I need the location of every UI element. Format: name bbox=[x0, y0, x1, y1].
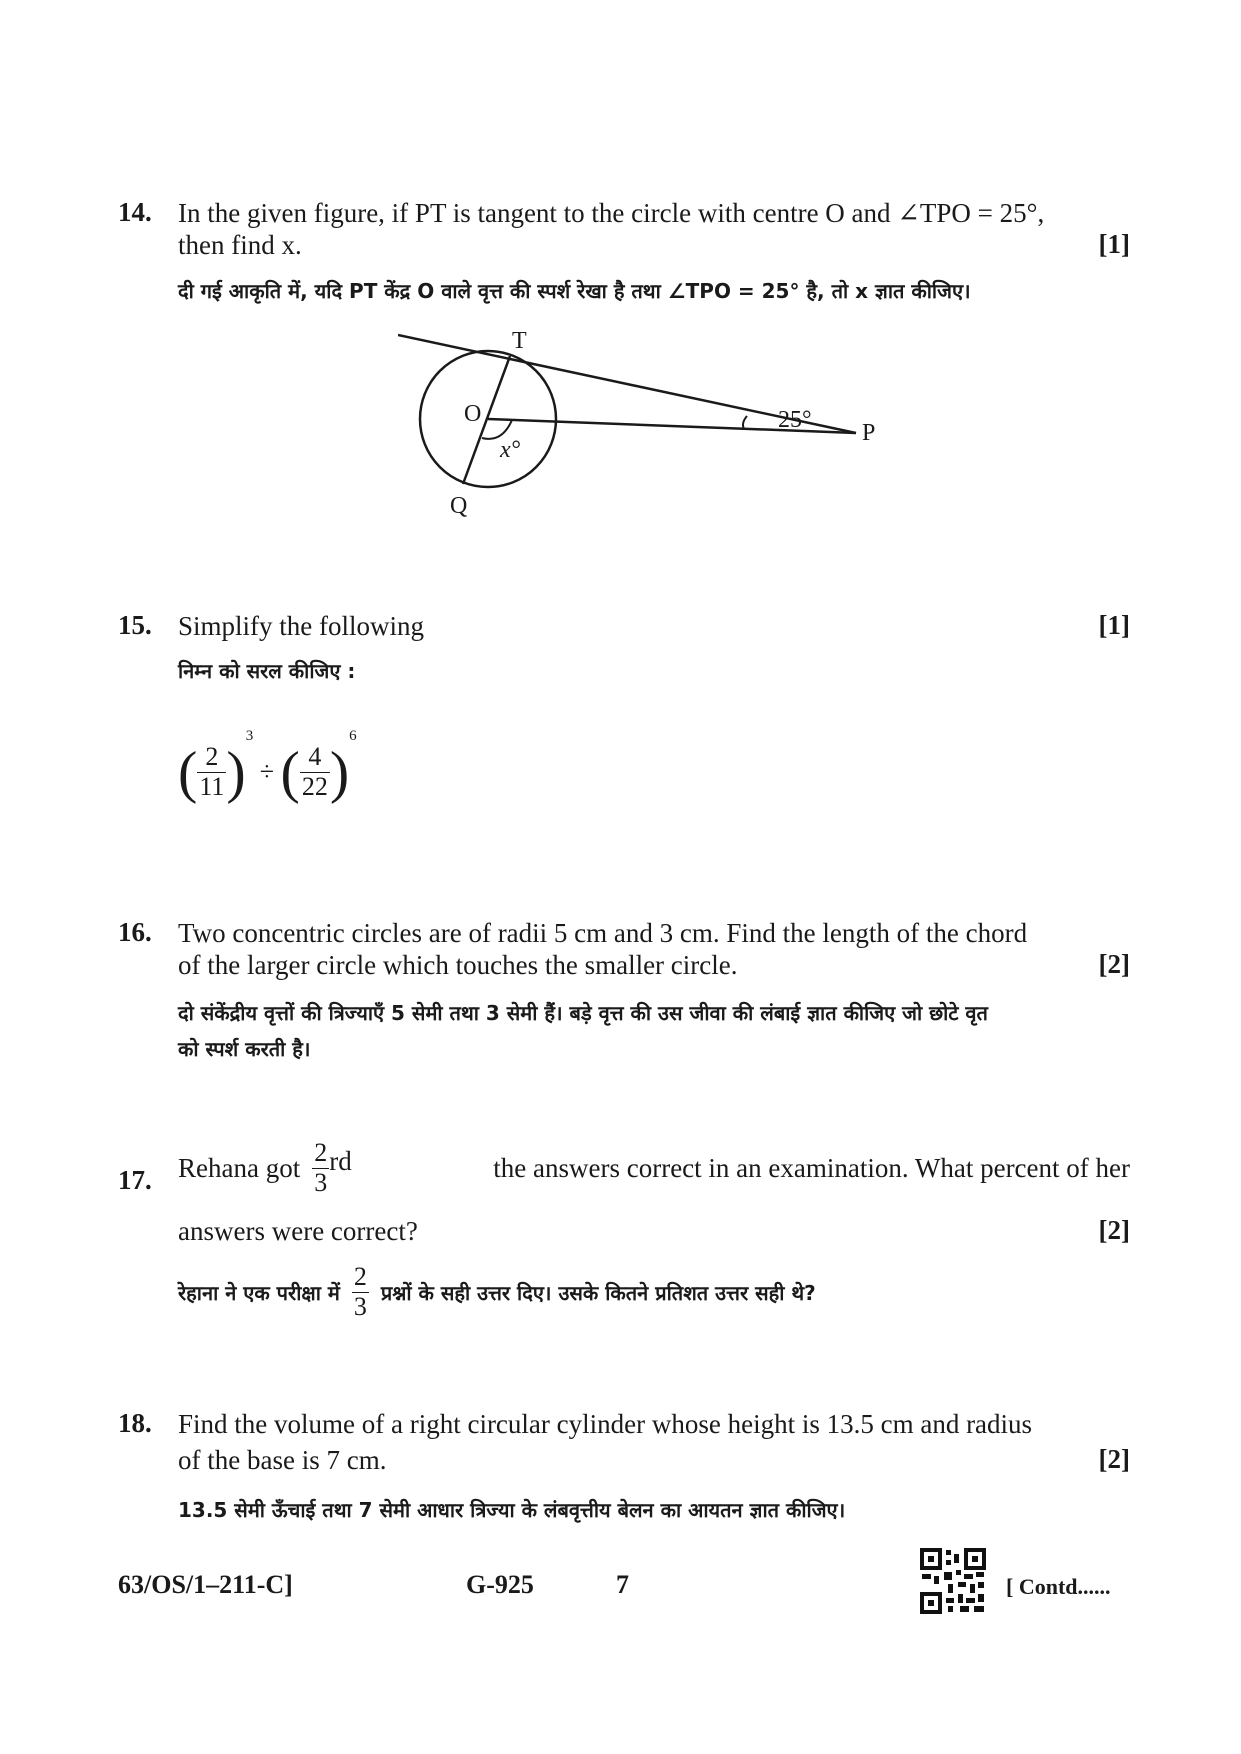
question-number: 14. bbox=[118, 197, 152, 227]
qr-code-icon bbox=[920, 1548, 986, 1614]
question-text-line1: In the given figure, if PT is tangent to the circle with centre O and ∠TPO = 25°, bbox=[178, 198, 1045, 228]
continued-note: [ Contd...... bbox=[1006, 1574, 1111, 1599]
question-number: 18. bbox=[118, 1408, 152, 1438]
math-expression: ( $\frac{2}{11}$ )$^3$ ÷ ( $\frac{4}{22}$ )$^6$ bbox=[178, 728, 357, 805]
question-17 bbox=[118, 1135, 1130, 1335]
question-text-line1: Two concentric circles are of radii 5 cm and 3 cm. Find the length of the chord bbox=[178, 918, 1028, 948]
label-P: P bbox=[862, 420, 876, 446]
exponent: 6 bbox=[349, 728, 357, 744]
question-14 bbox=[118, 197, 1130, 527]
exponent: 3 bbox=[245, 728, 254, 744]
question-text-line1: Find the volume of a right circular cylinder whose height is 13.5 cm and radius bbox=[178, 1409, 1033, 1439]
label-O: O bbox=[464, 401, 482, 427]
label-25: 25° bbox=[778, 407, 812, 433]
question-text-hindi: निम्न को सरल कीजिए : bbox=[178, 659, 356, 683]
fraction-numerator: 2 bbox=[314, 1138, 328, 1167]
question-text-hindi: 13.5 सेमी ऊँचाई तथा 7 सेमी आधार त्रिज्या के लंबवृत्तीय बेलन का आयतन ज्ञात कीजिए। bbox=[178, 1498, 846, 1522]
question-16 bbox=[118, 917, 1130, 1067]
question-number: 16. bbox=[118, 917, 152, 947]
tangent-figure bbox=[398, 329, 878, 539]
hindi-pre: रेहाना ने एक परीक्षा में bbox=[178, 1280, 340, 1305]
divide-operator: ÷ bbox=[259, 757, 274, 787]
marks: [2] bbox=[1098, 1444, 1130, 1474]
question-18 bbox=[118, 1408, 1130, 1528]
marks: [2] bbox=[1098, 1215, 1130, 1245]
question-text-line2: of the base is 7 cm. bbox=[178, 1445, 387, 1475]
fraction-denominator: 3 bbox=[314, 1167, 328, 1197]
fraction-denominator: 11 bbox=[199, 771, 225, 801]
fraction-two-thirds bbox=[312, 1139, 329, 1197]
question-number: 17. bbox=[118, 1165, 152, 1195]
question-text-hindi: दी गई आकृति में, यदि PT केंद्र O वाले वृत्त की स्पर्श रेखा है तथा ∠TPO = 25° है, तो x ज्ञात कीजिए। bbox=[178, 279, 971, 303]
fraction-two-thirds-hindi bbox=[352, 1263, 369, 1321]
footer-series: G-925 bbox=[466, 1570, 534, 1599]
question-text-hindi-line2: को स्पर्श करती है। bbox=[178, 1037, 311, 1061]
fraction-numerator: 4 bbox=[300, 743, 330, 773]
marks: [1] bbox=[1098, 610, 1130, 640]
question-text: Simplify the following bbox=[178, 611, 424, 641]
fraction-denominator: 22 bbox=[301, 771, 328, 801]
question-number: 15. bbox=[118, 610, 152, 640]
label-x: x° bbox=[500, 437, 521, 463]
hindi-post: प्रश्नों के सही उत्तर दिए। उसके कितने प्रतिशत उत्तर सही थे? bbox=[380, 1280, 816, 1305]
question-text-line2: then find x. bbox=[178, 230, 302, 260]
question-text-hindi-line1: दो संकेंद्रीय वृत्तों की त्रिज्याएँ 5 सेमी तथा 3 सेमी हैं। बड़े वृत्त की उस जीवा की लंबाई ज्ञात कीजिए जो छोटे वृत bbox=[178, 1001, 988, 1025]
angle-arc-25 bbox=[743, 416, 747, 429]
footer-code: 63/OS/1–211-C] bbox=[118, 1570, 293, 1599]
question-text-line1 bbox=[178, 1139, 1130, 1197]
question-text-hindi bbox=[178, 1263, 816, 1321]
label-Q: Q bbox=[450, 493, 468, 519]
ordinal-suffix: rd bbox=[329, 1146, 352, 1176]
fraction-denominator: 3 bbox=[353, 1291, 367, 1321]
fraction-numerator: 2 bbox=[353, 1262, 367, 1291]
footer-page-number: 7 bbox=[616, 1570, 629, 1599]
question-15 bbox=[118, 610, 1130, 830]
question-text-line2: of the larger circle which touches the smaller circle. bbox=[178, 950, 738, 980]
text-post: the answers correct in an examination. What percent of her bbox=[493, 1153, 1130, 1184]
text-pre: Rehana got bbox=[178, 1153, 301, 1184]
marks: [1] bbox=[1098, 229, 1130, 259]
label-T: T bbox=[512, 329, 527, 354]
fraction-numerator: 2 bbox=[197, 743, 226, 773]
question-text-line2: answers were correct? bbox=[178, 1216, 418, 1246]
marks: [2] bbox=[1098, 949, 1130, 979]
